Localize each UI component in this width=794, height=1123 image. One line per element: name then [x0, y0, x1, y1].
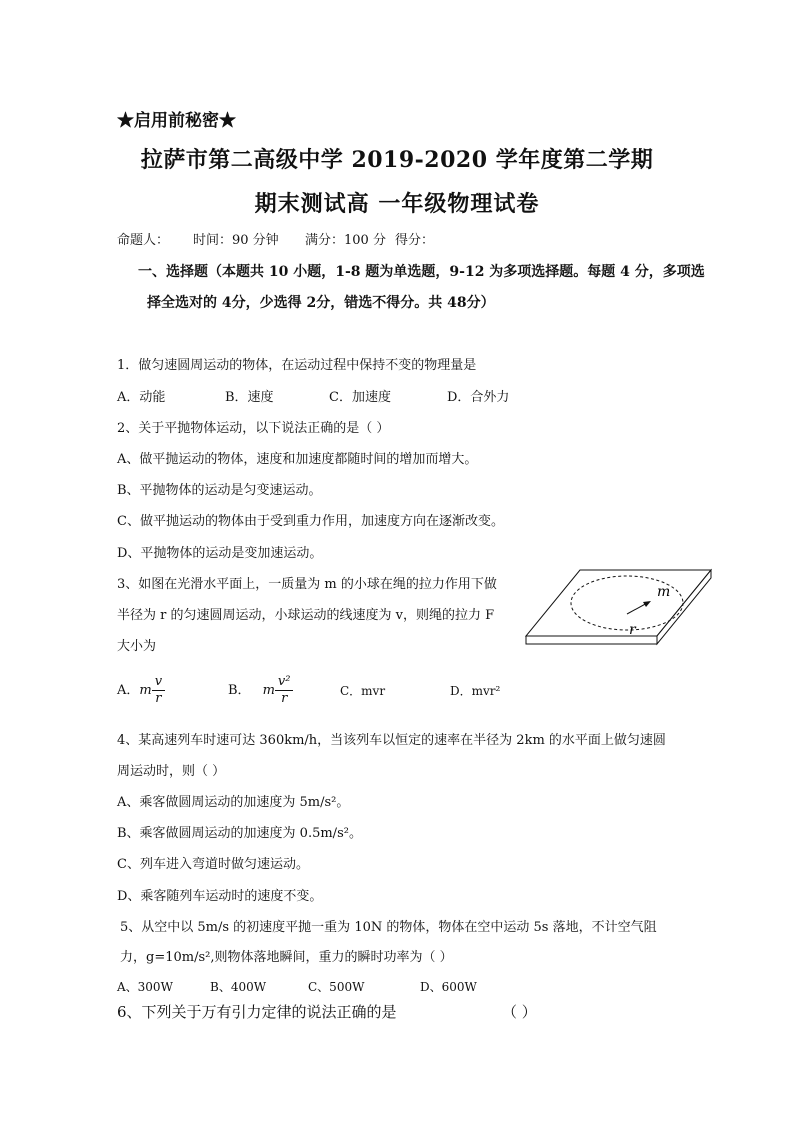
q3-line3: 大小为: [117, 639, 157, 654]
q3-option-b-denominator: r: [281, 691, 288, 706]
q3-option-a-fraction: [152, 674, 165, 707]
q5-options: [117, 978, 477, 995]
q4-line2: 周运动时，则（ ）: [117, 764, 226, 779]
q3-line1: 3、如图在光滑水平面上，一质量为 m 的小球在绳的拉力作用下做: [117, 577, 497, 592]
q3-option-b-m: m: [262, 683, 275, 698]
author-label: 命题人：: [117, 233, 170, 248]
q6-answer-paren: （ ）: [502, 1003, 537, 1021]
q3-option-d: D．mvr²: [450, 684, 501, 698]
q3-option-b-label: B．: [228, 683, 251, 698]
q3-option-a-denominator: r: [155, 691, 162, 706]
time-label: 时间：90 分钟: [193, 233, 279, 248]
q4-line1: 4、某高速列车时速可达 360km/h，当该列车以恒定的速率在半径为 2km 的水平面上做匀速圆: [117, 733, 666, 748]
q2-option-b: B、平抛物体的运动是匀变速运动。: [117, 483, 322, 498]
figure-label-m: m: [657, 584, 671, 600]
q1-stem: 1．做匀速圆周运动的物体，在运动过程中保持不变的物理量是: [117, 358, 477, 373]
q3-figure: [525, 566, 715, 656]
q3-option-c: C．mvr: [340, 684, 386, 698]
score-label: 得分：: [395, 233, 435, 248]
q4-option-b: B、乘客做圆周运动的加速度为 0.5m/s²。: [117, 826, 362, 841]
q1-option-b: B．速度: [225, 390, 274, 405]
q5-option-b: B、400W: [210, 980, 267, 994]
exam-meta-row: [117, 229, 434, 248]
confidential-mark: ★启用前秘密★: [117, 111, 236, 131]
q4-option-a: A、乘客做圆周运动的加速度为 5m/s²。: [117, 795, 350, 810]
q6-stem: [117, 1001, 537, 1022]
q6-stem-text: 6、下列关于万有引力定律的说法正确的是: [117, 1003, 397, 1021]
q1-option-c: C．加速度: [329, 390, 391, 405]
q1-option-a: A．动能: [117, 390, 166, 405]
table-front-edge: [526, 636, 657, 644]
exam-title-line2: 期末测试高 一年级物理试卷: [254, 191, 540, 217]
q1-options: [117, 386, 509, 405]
q3-option-a-m: m: [139, 683, 152, 698]
full-score-label: 满分：100 分: [305, 233, 386, 248]
figure-label-r: r: [629, 622, 636, 638]
q4-option-c: C、列车进入弯道时做匀速运动。: [117, 857, 309, 872]
q3-line2: 半径为 r 的匀速圆周运动，小球运动的线速度为 v，则绳的拉力 F: [117, 608, 495, 623]
section1-instructions-line2: 择全选对的 4分，少选得 2分，错选不得分。共 48分）: [147, 295, 495, 311]
q2-option-a: A、做平抛运动的物体，速度和加速度都随时间的增加而增大。: [117, 452, 478, 467]
q3-option-b-numerator: v²: [275, 674, 294, 691]
q1-option-d: D．合外力: [447, 390, 510, 405]
q2-stem: 2、关于平抛物体运动，以下说法正确的是（ ）: [117, 421, 390, 436]
q3-option-b-fraction: [275, 674, 294, 707]
q2-option-c: C、做平抛运动的物体由于受到重力作用，加速度方向在逐渐改变。: [117, 514, 504, 529]
q5-line2: 力，g=10m/s²,则物体落地瞬间，重力的瞬时功率为（ ）: [120, 950, 453, 965]
q2-option-d: D、平抛物体的运动是变加速运动。: [117, 546, 323, 561]
q5-line1: 5、从空中以 5m/s 的初速度平抛一重为 10N 的物体，物体在空中运动 5s 落地，不计空气阻: [120, 920, 657, 935]
q3-option-b: [228, 674, 340, 707]
q4-option-d: D、乘客随列车运动时的速度不变。: [117, 889, 323, 904]
q3-option-a: [117, 674, 228, 707]
section1-instructions-line1: 一、选择题（本题共 10 小题，1-8 题为单选题，9-12 为多项选择题。每题 4 分，多项选: [138, 264, 705, 280]
q3-option-a-numerator: v: [152, 674, 165, 691]
q5-option-d: D、600W: [420, 980, 477, 994]
q5-option-c: C、500W: [308, 980, 365, 994]
q5-option-a: A、300W: [117, 980, 173, 994]
q3-option-a-label: A．: [117, 683, 140, 698]
q3-options: [117, 674, 500, 714]
exam-title-line1: 拉萨市第二高级中学 2019-2020 学年度第二学期: [140, 147, 654, 173]
